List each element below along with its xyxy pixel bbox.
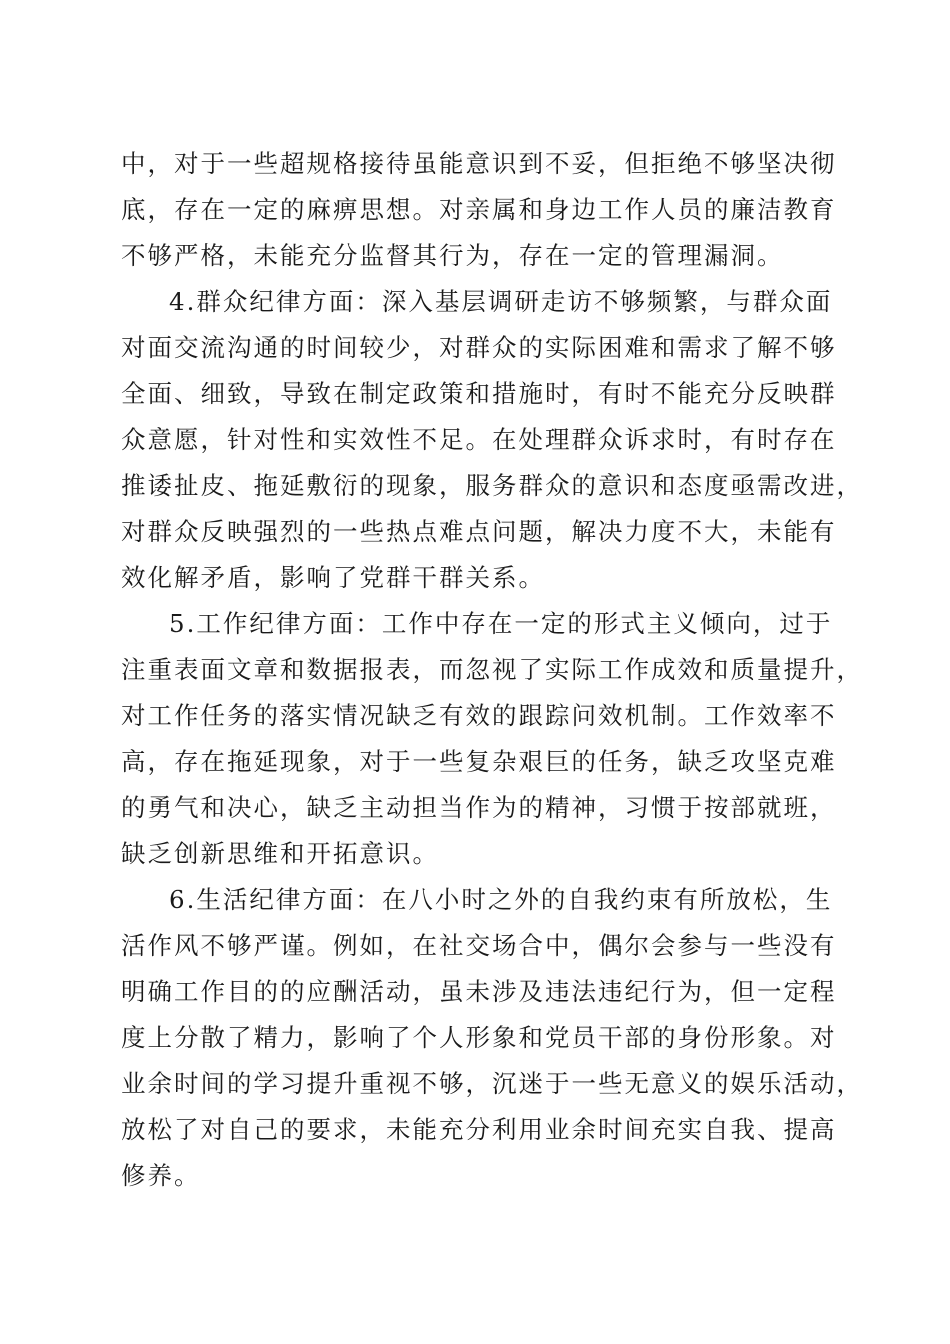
text-line: 对面交流沟通的时间较少，对群众的实际困难和需求了解不够 [121, 333, 837, 362]
text-line: 众意愿，针对性和实效性不足。在处理群众诉求时，有时存在 [121, 425, 837, 454]
text-line: 高，存在拖延现象，对于一些复杂艰巨的任务，缺乏攻坚克难 [121, 747, 837, 776]
text-line: 的勇气和决心，缺乏主动担当作为的精神，习惯于按部就班， [121, 793, 837, 822]
text-line: 修养。 [121, 1161, 201, 1190]
text-line: 不够严格，未能充分监督其行为，存在一定的管理漏洞。 [121, 241, 784, 270]
text-line: 对工作任务的落实情况缺乏有效的跟踪问效机制。工作效率不 [121, 701, 837, 730]
text-line: 注重表面文章和数据报表，而忽视了实际工作成效和质量提升， [121, 655, 863, 684]
paragraph-4-start: 4.群众纪律方面：深入基层调研走访不够频繁，与群众面 [169, 287, 833, 316]
text-line: 效化解矛盾，影响了党群干群关系。 [121, 563, 545, 592]
text-line: 活作风不够严谨。例如，在社交场合中，偶尔会参与一些没有 [121, 931, 837, 960]
text-line: 对群众反映强烈的一些热点难点问题，解决力度不大，未能有 [121, 517, 837, 546]
text-line: 中，对于一些超规格接待虽能意识到不妥，但拒绝不够坚决彻 [121, 149, 837, 178]
text-line: 底，存在一定的麻痹思想。对亲属和身边工作人员的廉洁教育 [121, 195, 837, 224]
text-line: 放松了对自己的要求，未能充分利用业余时间充实自我、提高 [121, 1115, 837, 1144]
text-line: 业余时间的学习提升重视不够，沉迷于一些无意义的娱乐活动， [121, 1069, 863, 1098]
paragraph-6-start: 6.生活纪律方面：在八小时之外的自我约束有所放松，生 [169, 885, 833, 914]
text-line: 全面、细致，导致在制定政策和措施时，有时不能充分反映群 [121, 379, 837, 408]
text-line: 缺乏创新思维和开拓意识。 [121, 839, 439, 868]
text-line: 明确工作目的的应酬活动，虽未涉及违法违纪行为，但一定程 [121, 977, 837, 1006]
paragraph-5-start: 5.工作纪律方面：工作中存在一定的形式主义倾向，过于 [169, 609, 833, 638]
text-line: 推诿扯皮、拖延敷衍的现象，服务群众的意识和态度亟需改进， [121, 471, 863, 500]
text-line: 度上分散了精力，影响了个人形象和党员干部的身份形象。对 [121, 1023, 837, 1052]
